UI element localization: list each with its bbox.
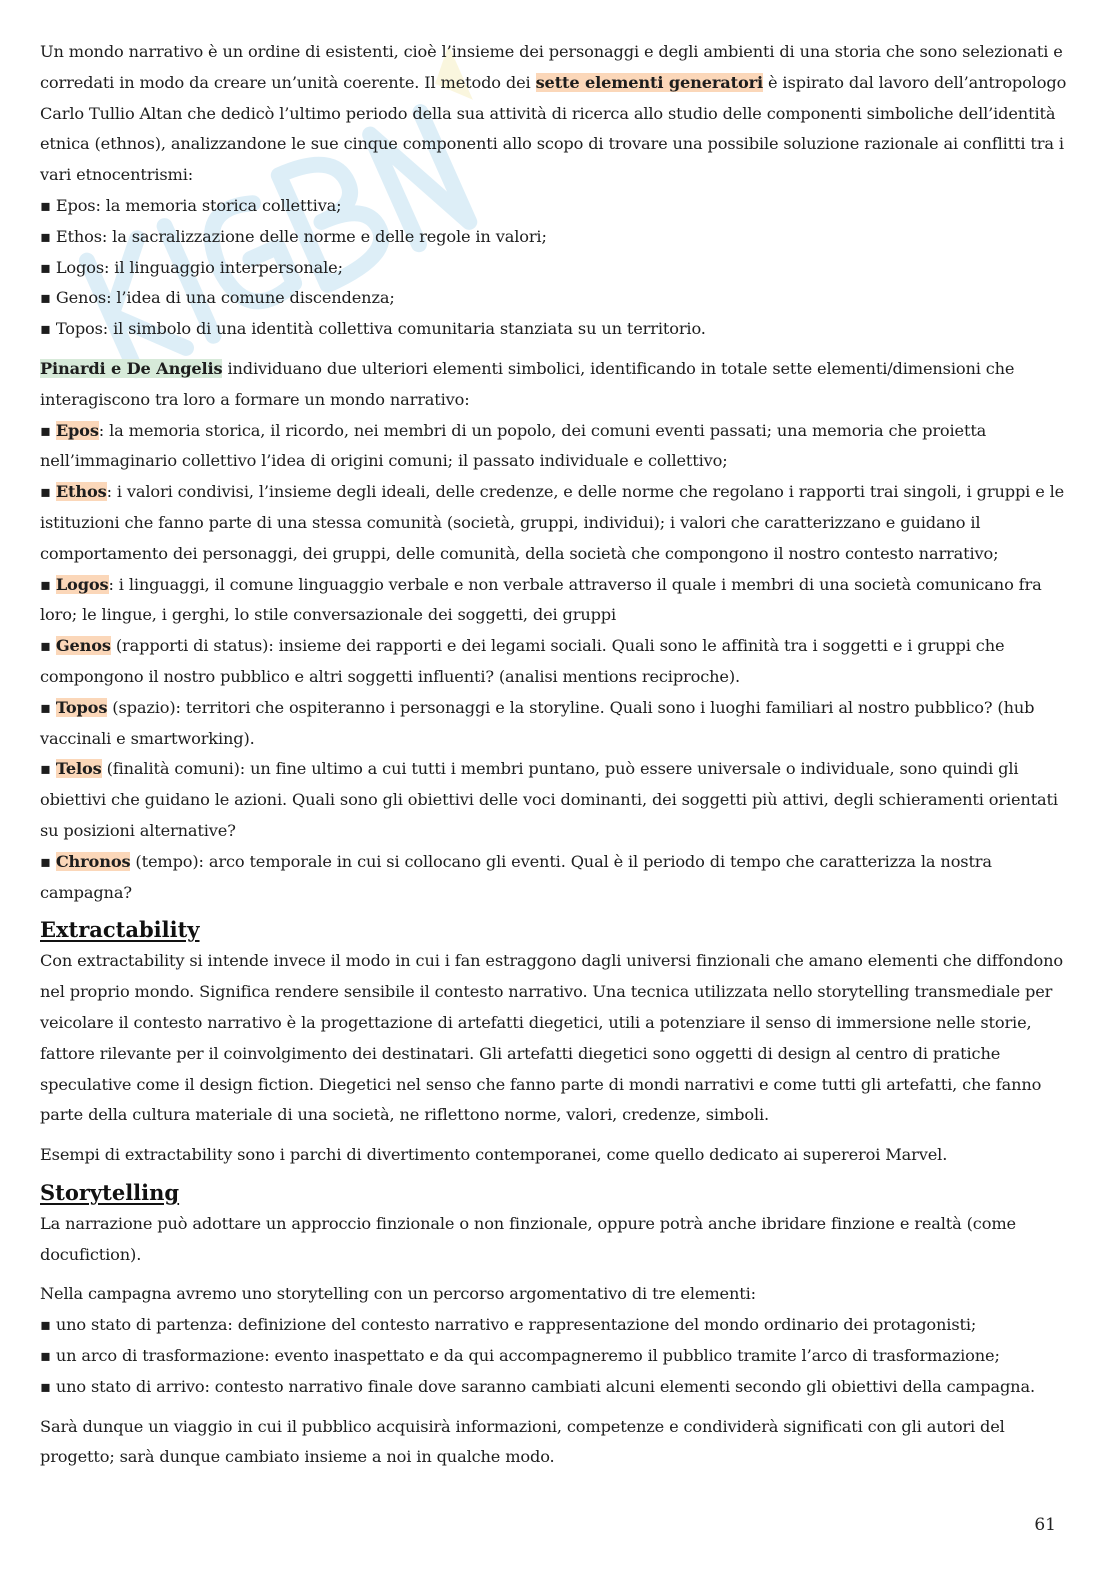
list-item: ▪ uno stato di partenza: definizione del contesto narrativo e rappresentazione del mondo ordinario dei protagonisti; <box>40 1310 1080 1341</box>
list-item: ▪ Topos: il simbolo di una identità collettiva comunitaria stanziata su un territorio. <box>40 314 1080 345</box>
extractability-example: Esempi di extractability sono i parchi di divertimento contemporanei, come quello dedicato ai supereroi Marvel. <box>40 1145 948 1165</box>
list-item: ▪ Ethos: la sacralizzazione delle norme e delle regole in valori; <box>40 222 1080 253</box>
list-item: ▪ uno stato di arrivo: contesto narrativo finale dove saranno cambiati alcuni elementi secondo gli obiettivi della campagna. <box>40 1372 1080 1403</box>
list-item: ▪ Genos: l’idea di una comune discendenza; <box>40 283 1080 314</box>
element-item-ethos: ▪ Ethos: i valori condivisi, l’insieme degli ideali, delle credenze, e delle norme che regolano i rapporti trai singoli, i gruppi e le istituzioni che fanno parte di una stessa comunità (società, gruppi, individui); i valori che caratterizzano e guidano il comportamento dei personaggi, dei gruppi, delle comunità, della società che compongono il nostro contesto narrativo; <box>40 477 1080 569</box>
storytelling-conclusion: Sarà dunque un viaggio in cui il pubblico acquisirà informazioni, competenze e condividerà significati con gli autori del progetto; sarà dunque cambiato insieme a noi in qualche modo. <box>40 1416 1005 1467</box>
element-item-logos: ▪ Logos: i linguaggi, il comune linguaggio verbale e non verbale attraverso il quale i membri di una società comunicano fra loro; le lingue, i gerghi, lo stile conversazionale dei soggetti, dei gruppi <box>40 570 1080 632</box>
list-item: ▪ un arco di trasformazione: evento inaspettato e da qui accompagneremo il pubblico tramite l’arco di trasformazione; <box>40 1341 1080 1372</box>
section-heading-extractability: Extractability <box>40 917 200 943</box>
pinardi-paragraph: Pinardi e De Angelis individuano due ulteriori elementi simbolici, identificando in totale sette elementi/dimensioni che interagiscono tra loro a formare un mondo narrativo: <box>40 358 1015 409</box>
element-item-genos: ▪ Genos (rapporti di status): insieme dei rapporti e dei legami sociali. Quali sono le affinità tra i soggetti e i gruppi che compongono il nostro pubblico e altri soggetti influenti? (analisi mentions reciproche). <box>40 631 1080 693</box>
element-item-chronos: ▪ Chronos (tempo): arco temporale in cui si collocano gli eventi. Qual è il periodo di tempo che caratterizza la nostra campagna? <box>40 847 1080 909</box>
page-number: 61 <box>1034 1515 1056 1535</box>
storytelling-intro: Nella campagna avremo uno storytelling con un percorso argomentativo di tre elementi: <box>40 1284 756 1304</box>
element-item-epos: ▪ Epos: la memoria storica, il ricordo, nei membri di un popolo, dei comuni eventi passati; una memoria che proietta nell’immaginario collettivo l’idea di origini comuni; il passato individuale e collettivo; <box>40 416 1080 478</box>
element-item-telos: ▪ Telos (finalità comuni): un fine ultimo a cui tutti i membri puntano, può essere universale o individuale, sono quindi gli obiettivi che guidano le azioni. Quali sono gli obiettivi delle voci dominanti, dei soggetti più attivi, degli schieramenti orientati su posizioni alternative? <box>40 754 1080 846</box>
extractability-paragraph: Con extractability si intende invece il modo in cui i fan estraggono dagli universi finzionali che amano elementi che diffondono nel proprio mondo. Significa rendere sensibile il contesto narrativo. Una tecnica utilizzata nello storytelling transmediale per veicolare il contesto narrativo è la progettazione di artefatti diegetici, utili a potenziare il senso di immersione nelle storie, fattore rilevante per il coinvolgimento dei destinatari. Gli artefatti diegetici sono oggetti di design al centro di pratiche speculative come il design fiction. Diegetici nel senso che fanno parte di mondi narrativi e come tutti gli artefatti, che fanno parte della cultura materiale di una società, ne riflettono norme, valori, credenze, simboli. <box>40 951 1063 1125</box>
highlight-sette-elementi: sette elementi generatori <box>535 72 763 92</box>
element-item-topos: ▪ Topos (spazio): territori che ospiteranno i personaggi e la storyline. Quali sono i luoghi familiari al nostro pubblico? (hub vaccinali e smartworking). <box>40 693 1080 755</box>
list-item: ▪ Epos: la memoria storica collettiva; <box>40 191 1080 222</box>
intro-paragraph: Un mondo narrativo è un ordine di esistenti, cioè l’insieme dei personaggi e degli ambienti di una storia che sono selezionati e corredati in modo da creare un’unità coerente. Il metodo dei sette elementi generatori è ispirato dal lavoro dell’antropologo Carlo Tullio Altan che dedicò l’ultimo periodo della sua attività di ricerca allo studio delle componenti simboliche dell’identità etnica (ethnos), analizzandone le sue cinque componenti allo scopo di trovare una possibile soluzione razionale ai conflitti tra i vari etnocentrismi: <box>40 42 1067 185</box>
storytelling-paragraph: La narrazione può adottare un approccio finzionale o non finzionale, oppure potrà anche ibridare finzione e realtà (come docufiction). <box>40 1213 1016 1264</box>
section-heading-storytelling: Storytelling <box>40 1179 180 1205</box>
document-page <box>40 37 1080 1473</box>
list-item: ▪ Logos: il linguaggio interpersonale; <box>40 253 1080 284</box>
highlight-authors: Pinardi e De Angelis <box>40 358 223 378</box>
